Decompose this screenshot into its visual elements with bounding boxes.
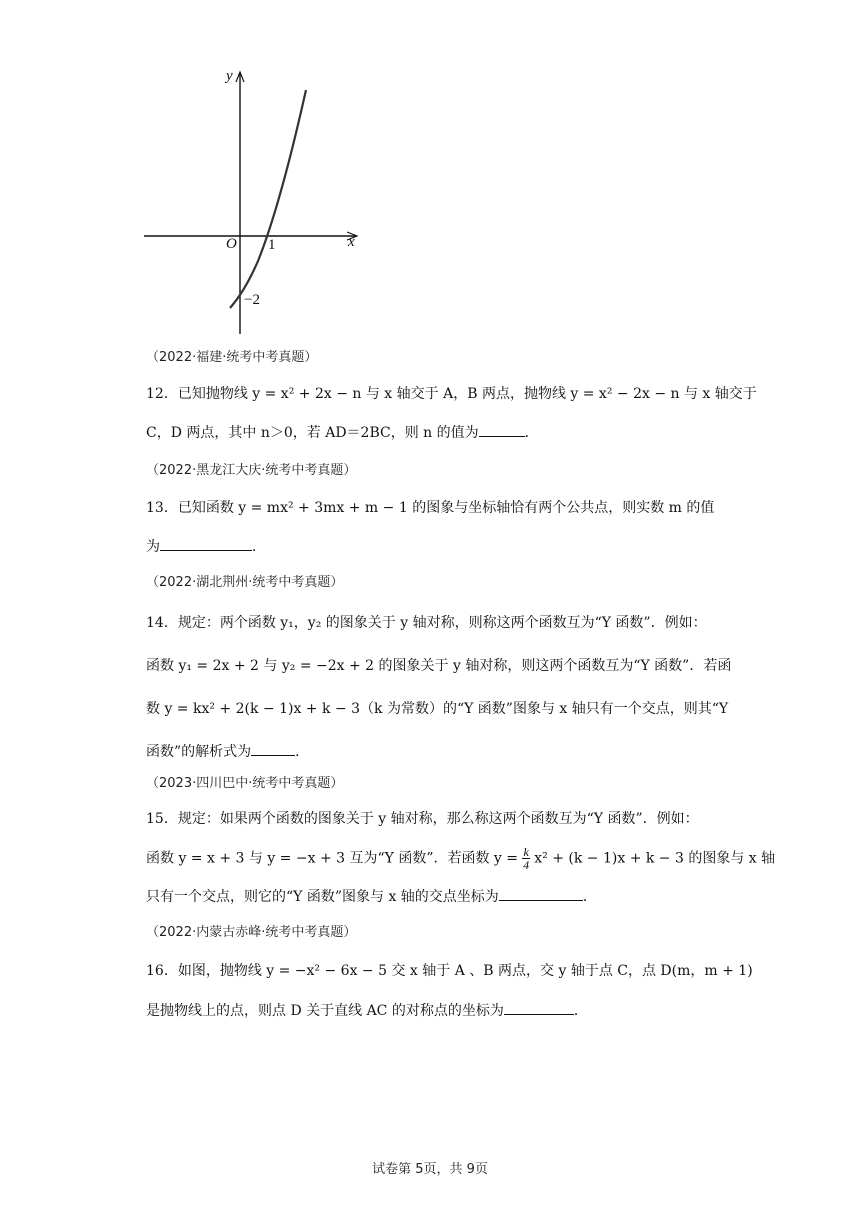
x-tick-label: 1 — [268, 237, 276, 253]
q15-line2-a: 函数 y = x + 3 与 y = −x + 3 互为“Y 函数”．若函数 y = — [146, 850, 519, 867]
parabola-curve — [230, 90, 306, 308]
q13-line2 — [146, 536, 266, 556]
q14-line2: 函数 y₁ = 2x + 2 与 y₂ = −2x + 2 的图象关于 y 轴对称，则这两个函数互为“Y 函数”．若函 — [146, 658, 732, 674]
origin-label: O — [226, 236, 237, 252]
q13-line2-end: ． — [252, 539, 266, 555]
q15-line2 — [146, 846, 775, 871]
q14-line1: 14．规定：两个函数 y₁，y₂ 的图象关于 y 轴对称，则称这两个函数互为“Y 函数”．例如： — [146, 615, 707, 631]
q14-line3: 数 y = kx² + 2(k − 1)x + k − 3（k 为常数）的“Y 函数”图象与 x 轴只有一个交点，则其“Y — [146, 701, 729, 717]
x-axis-label: x — [348, 234, 355, 250]
q16-line2-end: ． — [573, 1003, 588, 1019]
q16-answer-blank[interactable] — [504, 1000, 574, 1015]
q15-line3 — [146, 886, 597, 906]
q15-line3-text: 只有一个交点，则它的“Y 函数”图象与 x 轴的交点坐标为 — [146, 889, 499, 905]
q15-line2-b: x² + (k − 1)x + k − 3 的图象与 x 轴 — [534, 850, 776, 867]
q15-fraction — [522, 846, 529, 871]
page-footer: 试卷第 5页，共 9页 — [372, 1162, 488, 1177]
q15-line1: 15．规定：如果两个函数的图象关于 y 轴对称，那么称这两个函数互为“Y 函数”．例如： — [146, 811, 699, 827]
q16-line2 — [146, 1000, 588, 1020]
q14-source: （2022·湖北荆州·统考中考真题） — [146, 575, 344, 590]
q13-source: （2022·黑龙江大庆·统考中考真题） — [146, 463, 357, 478]
q12-line2-text: C，D 两点，其中 n＞0，若 AD＝2BC，则 n 的值为 — [146, 425, 479, 441]
q15-answer-blank[interactable] — [499, 886, 583, 901]
q14-line4-text: 函数”的解析式为 — [146, 744, 252, 760]
q13-answer-blank[interactable] — [160, 536, 252, 551]
q15-frac-denominator: 4 — [523, 858, 530, 872]
q15-source: （2023·四川巴中·统考中考真题） — [146, 776, 344, 791]
q12-line1: 12．已知抛物线 y = x² + 2x − n 与 x 轴交于 A，B 两点，抛物线 y = x² − 2x − n 与 x 轴交于 — [146, 386, 757, 402]
q15-frac-numerator: k — [523, 845, 529, 859]
q12-line2-end: ． — [524, 425, 539, 441]
q16-source: （2022·内蒙古赤峰·统考中考真题） — [146, 925, 357, 940]
y-tick-label: −2 — [244, 292, 260, 308]
q13-line1: 13．已知函数 y = mx² + 3mx + m − 1 的图象与坐标轴恰有两个公共点，则实数 m 的值 — [146, 500, 715, 516]
q12-line2 — [146, 422, 539, 442]
q14-answer-blank[interactable] — [251, 741, 295, 756]
q16-line2-text: 是抛物线上的点，则点 D 关于直线 AC 的对称点的坐标为 — [146, 1003, 504, 1019]
q15-line3-end: ． — [582, 889, 597, 905]
y-axis-label: y — [226, 68, 233, 84]
q13-line2-text: 为 — [146, 539, 160, 555]
q14-line4-end: ． — [295, 744, 310, 760]
q16-line1: 16．如图，抛物线 y = −x² − 6x − 5 交 x 轴于 A 、B 两点，交 y 轴于点 C，点 D(m，m + 1) — [146, 963, 753, 979]
q12-source: （2022·福建·统考中考真题） — [146, 350, 318, 365]
q14-line4 — [146, 741, 309, 761]
function-graph — [140, 66, 370, 341]
q12-answer-blank[interactable] — [479, 422, 525, 437]
